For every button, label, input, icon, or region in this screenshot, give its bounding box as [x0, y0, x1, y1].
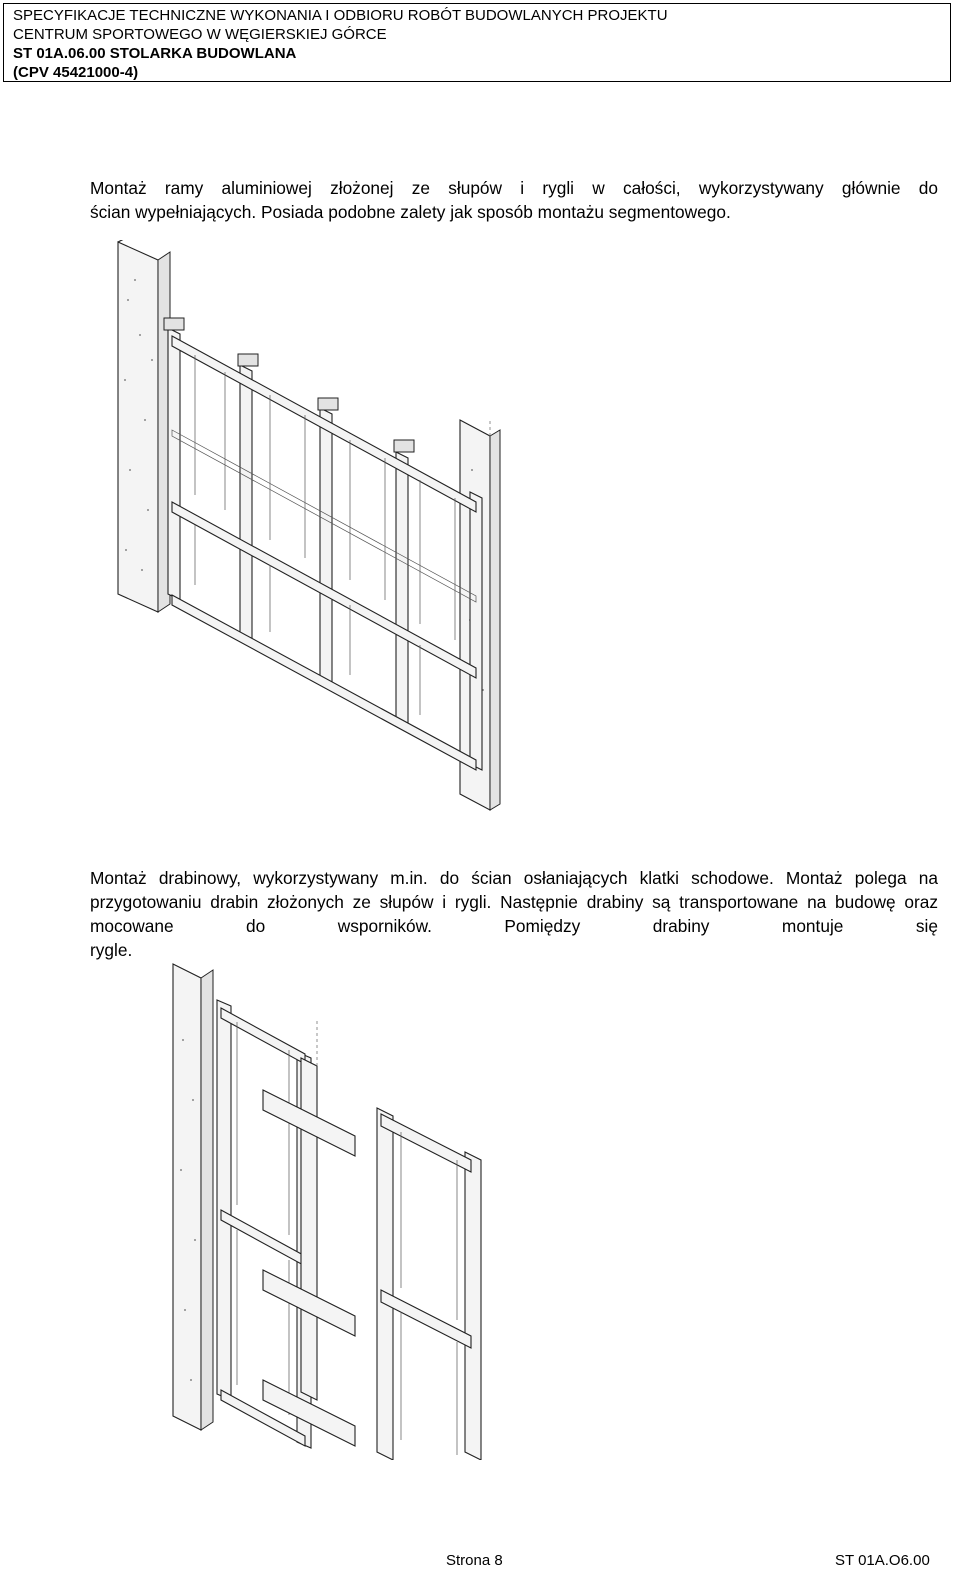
- paragraph-ladder-assembly: [90, 866, 938, 962]
- mullions: [164, 318, 482, 770]
- ladder-frame-right: [377, 1108, 481, 1460]
- center-mullion: [263, 1058, 355, 1446]
- wall-pillar-left: [118, 240, 170, 612]
- document-header: [3, 3, 951, 82]
- ladder-drawing-figure: [165, 960, 525, 1460]
- footer-page-number: Strona 8: [446, 1552, 503, 1569]
- header-project: CENTRUM SPORTOWEGO W WĘGIERSKIEJ GÓRCE: [13, 26, 387, 43]
- header-title: SPECYFIKACJE TECHNICZNE WYKONANIA I ODBIORU ROBÓT BUDOWLANYCH PROJEKTU: [13, 7, 668, 24]
- paragraph-frame-assembly: [90, 176, 938, 224]
- header-section: ST 01A.06.00 STOLARKA BUDOWLANA: [13, 45, 297, 62]
- footer-document-code: ST 01A.O6.00: [835, 1552, 930, 1569]
- paragraph-text-last: rygle.: [90, 940, 133, 960]
- paragraph-text-last: ścian wypełniających. Posiada podobne zalety jak sposób montażu segmentowego.: [90, 202, 731, 222]
- paragraph-text: Montaż drabinowy, wykorzystywany m.in. do ścian osłaniających klatki schodowe. Montaż polega na przygotowaniu drabin złożonych ze słupów i rygli. Następnie drabiny są transportowane na budowę oraz mocowane do wsporników. Pomiędzy drabiny montuje się: [90, 868, 938, 936]
- paragraph-text: Montaż ramy aluminiowej złożonej ze słupów i rygli w całości, wykorzystywany głównie do: [90, 178, 938, 198]
- header-cpv: (CPV 45421000-4): [13, 64, 139, 81]
- frame-drawing-figure: [100, 240, 520, 815]
- wall-pillar: [173, 964, 213, 1430]
